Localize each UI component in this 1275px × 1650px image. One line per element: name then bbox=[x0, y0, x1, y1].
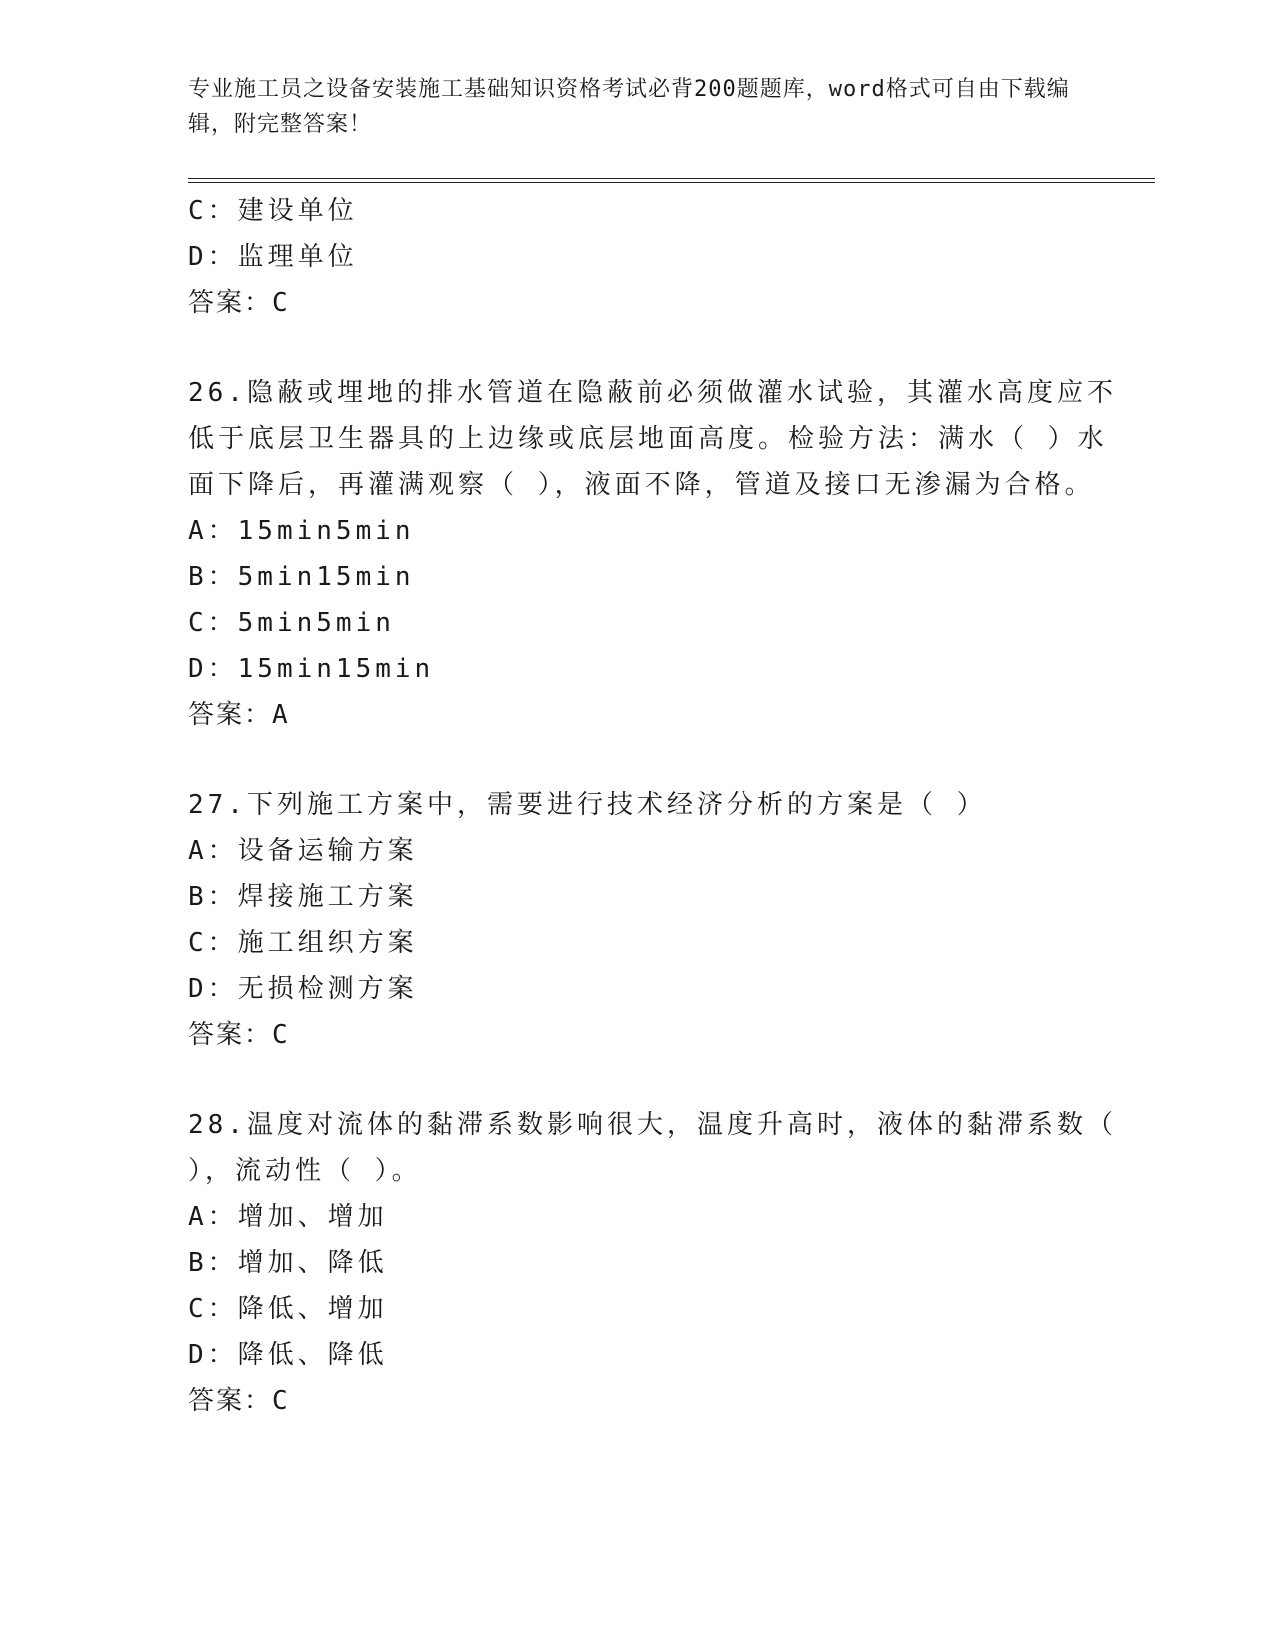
q26-option-a: A：15min5min bbox=[188, 516, 415, 546]
q27-stem: 27.下列施工方案中，需要进行技术经济分析的方案是（ ） bbox=[188, 790, 987, 820]
q28-answer: 答案：C bbox=[188, 1386, 290, 1416]
spacer bbox=[188, 1058, 1088, 1102]
q27-option-b: B：焊接施工方案 bbox=[188, 882, 418, 912]
q26-option-c: C：5min5min bbox=[188, 608, 395, 638]
q25-option-c: C：建设单位 bbox=[188, 196, 358, 226]
q27-answer: 答案：C bbox=[188, 1020, 290, 1050]
q28-option-d: D：降低、降低 bbox=[188, 1340, 388, 1370]
q28-stem-line-1: 28.温度对流体的黏滞系数影响很大，温度升高时，液体的黏滞系数（ bbox=[188, 1110, 1117, 1140]
spacer bbox=[188, 738, 1088, 782]
q26-stem-line-2: 低于底层卫生器具的上边缘或底层地面高度。检验方法：满水（ ）水 bbox=[188, 424, 1108, 454]
q26-answer: 答案：A bbox=[188, 700, 290, 730]
q26-option-d: D：15min15min bbox=[188, 654, 435, 684]
page-header: 专业施工员之设备安装施工基础知识资格考试必背200题题库，word格式可自由下载编辑，附完整答案！ bbox=[188, 77, 1070, 137]
q28-stem-line-2: ），流动性（ ）。 bbox=[188, 1156, 422, 1186]
question-list bbox=[188, 188, 1117, 1424]
q26-option-b: B：5min15min bbox=[188, 562, 415, 592]
q28-option-a: A：增加、增加 bbox=[188, 1202, 388, 1232]
spacer bbox=[188, 326, 1088, 370]
q26-stem-line-3: 面下降后，再灌满观察（ ），液面不降，管道及接口无渗漏为合格。 bbox=[188, 470, 1095, 500]
q27-option-d: D：无损检测方案 bbox=[188, 974, 418, 1004]
q25-answer: 答案：C bbox=[188, 288, 290, 318]
q28-option-c: C：降低、增加 bbox=[188, 1294, 388, 1324]
q27-option-a: A：设备运输方案 bbox=[188, 836, 418, 866]
q28-option-b: B：增加、降低 bbox=[188, 1248, 388, 1278]
q25-option-d: D：监理单位 bbox=[188, 242, 358, 272]
q27-option-c: C：施工组织方案 bbox=[188, 928, 418, 958]
header-divider bbox=[188, 178, 1155, 183]
q26-stem-line-1: 26.隐蔽或埋地的排水管道在隐蔽前必须做灌水试验，其灌水高度应不 bbox=[188, 378, 1117, 408]
